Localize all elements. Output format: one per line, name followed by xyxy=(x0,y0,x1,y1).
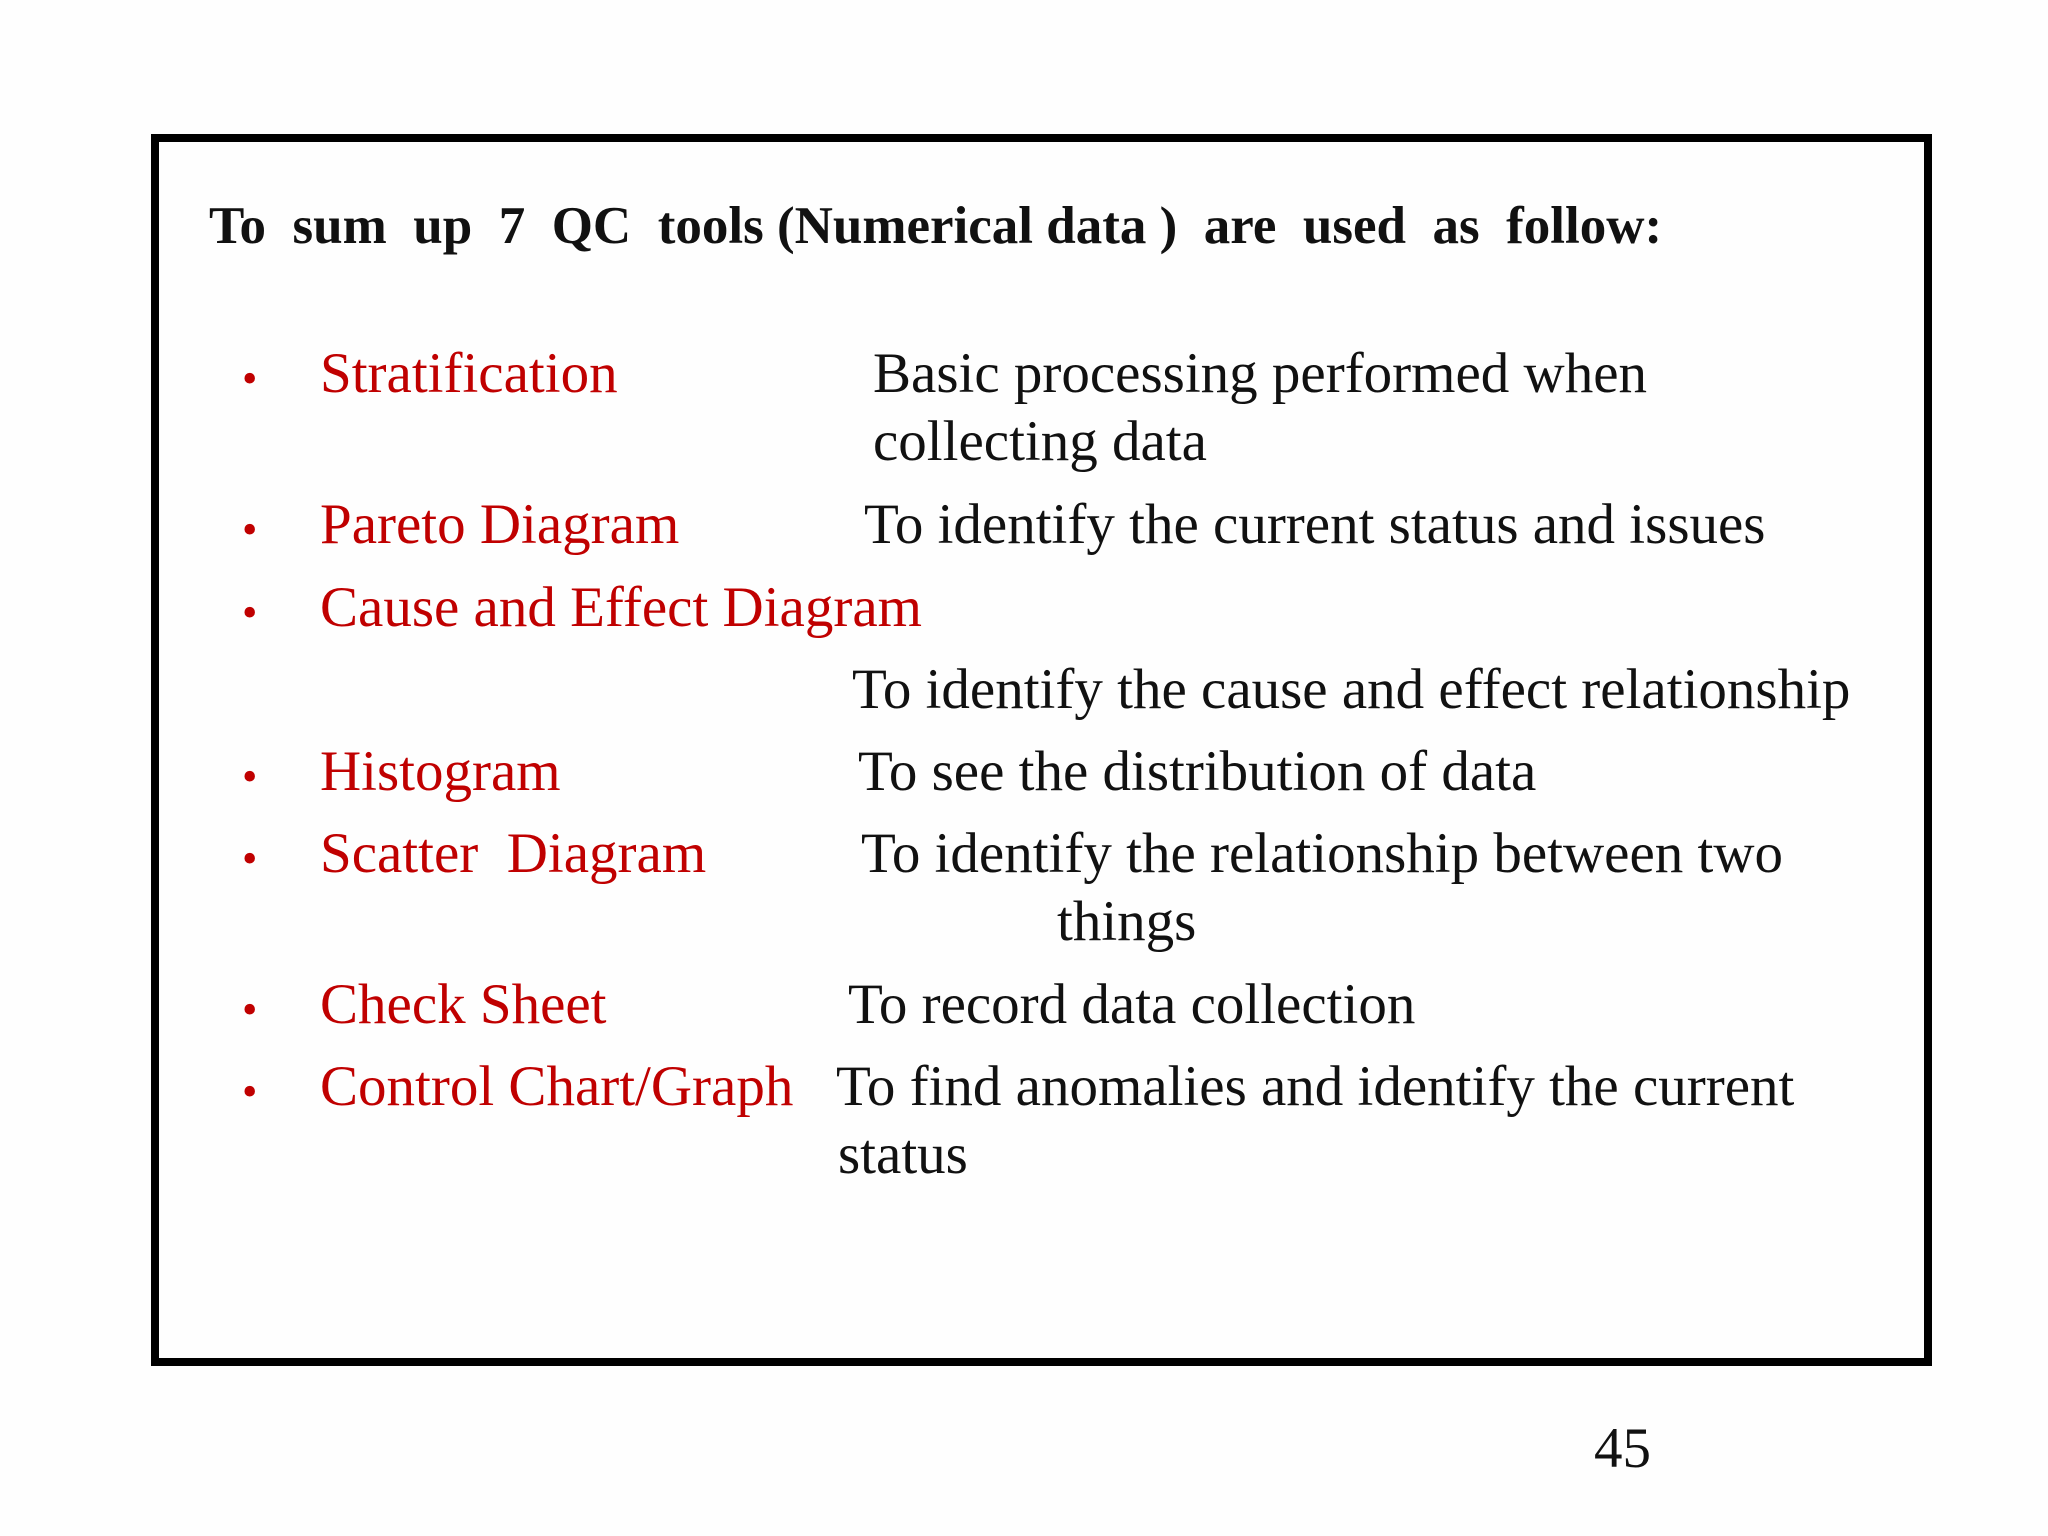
item-desc-control-chart-line2: status xyxy=(838,1123,968,1186)
item-term-pareto: Pareto Diagram xyxy=(320,493,680,556)
item-desc-scatter-line2: things xyxy=(1057,890,1197,953)
item-desc-cause-effect: To identify the cause and effect relationship xyxy=(852,658,1851,721)
item-term-check-sheet: Check Sheet xyxy=(320,973,607,1036)
bullet-icon: • xyxy=(242,985,258,1034)
bullet-icon: • xyxy=(242,1067,258,1116)
item-desc-control-chart-line1: To find anomalies and identify the current xyxy=(836,1055,1795,1118)
item-term-stratification: Stratification xyxy=(320,342,618,405)
item-desc-scatter-line1: To identify the relationship between two xyxy=(861,822,1784,885)
bullet-icon: • xyxy=(242,834,258,883)
item-term-cause-effect: Cause and Effect Diagram xyxy=(320,576,922,639)
item-desc-check-sheet: To record data collection xyxy=(848,973,1416,1036)
bullet-icon: • xyxy=(242,505,258,554)
bullet-icon: • xyxy=(242,588,258,637)
item-desc-histogram: To see the distribution of data xyxy=(858,740,1537,803)
item-desc-stratification-line1: Basic processing performed when xyxy=(873,342,1648,405)
item-term-scatter: Scatter Diagram xyxy=(320,822,707,885)
item-desc-pareto: To identify the current status and issues xyxy=(864,493,1766,556)
slide-heading: To sum up 7 QC tools (Numerical data ) are used as follow: xyxy=(209,197,1663,255)
bullet-icon: • xyxy=(242,752,258,801)
bullet-icon: • xyxy=(242,354,258,403)
item-term-histogram: Histogram xyxy=(320,740,561,803)
item-term-control-chart: Control Chart/Graph xyxy=(320,1055,794,1118)
item-desc-stratification-line2: collecting data xyxy=(873,410,1207,473)
page-number: 45 xyxy=(1594,1417,1651,1480)
